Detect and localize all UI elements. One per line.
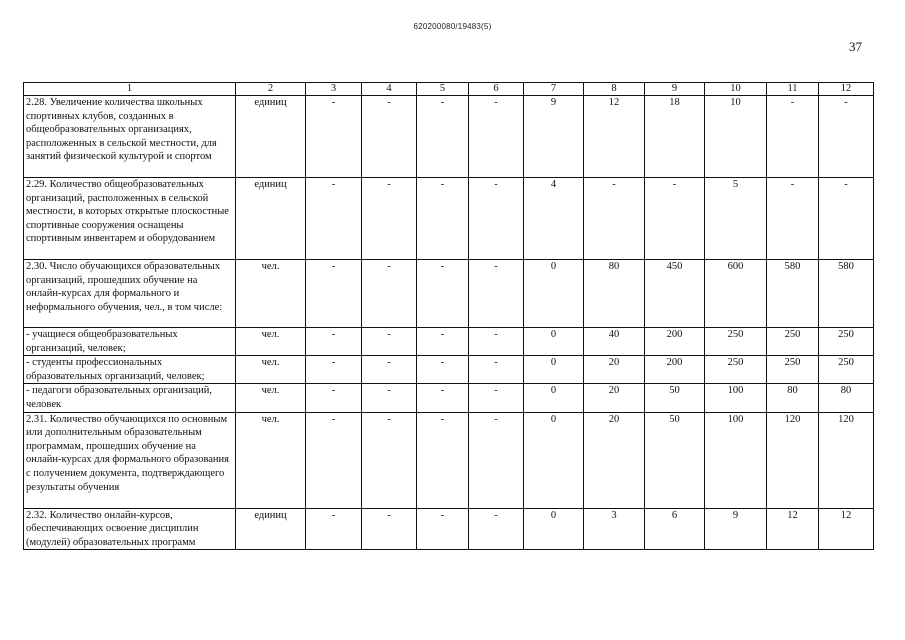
value-cell: 450 (645, 260, 705, 328)
column-number: 9 (645, 83, 705, 96)
table-row (24, 384, 874, 412)
value-cell: - (469, 508, 524, 550)
document-code: 620200080/19483(5) (413, 22, 492, 31)
indicator-name: 2.29. Количество общеобразовательных организаций, расположенных в сельской местности, в которых открытые плоскостные спортивные сооружения оснащены спортивным инвентарем и оборудованием (24, 178, 236, 260)
value-cell: 40 (584, 328, 645, 356)
value-cell: 20 (584, 384, 645, 412)
value-cell: 0 (524, 328, 584, 356)
value-cell: 0 (524, 412, 584, 508)
value-cell: - (362, 96, 417, 178)
unit-cell: чел. (236, 412, 306, 508)
value-cell: - (584, 178, 645, 260)
value-cell: 0 (524, 384, 584, 412)
value-cell: 120 (819, 412, 874, 508)
table-row (24, 328, 874, 356)
value-cell: 5 (705, 178, 767, 260)
column-number: 10 (705, 83, 767, 96)
value-cell: 12 (584, 96, 645, 178)
value-cell: - (767, 178, 819, 260)
table-row (24, 508, 874, 550)
value-cell: 18 (645, 96, 705, 178)
value-cell: - (469, 260, 524, 328)
value-cell: - (306, 96, 362, 178)
value-cell: 20 (584, 412, 645, 508)
value-cell: 250 (705, 328, 767, 356)
value-cell: 20 (584, 356, 645, 384)
value-cell: 100 (705, 412, 767, 508)
value-cell: - (306, 384, 362, 412)
value-cell: 250 (705, 356, 767, 384)
value-cell: 580 (767, 260, 819, 328)
value-cell: - (417, 384, 469, 412)
value-cell: 50 (645, 384, 705, 412)
indicator-name: 2.30. Число обучающихся образовательных организаций, прошедших обучение на онлайн-курсах для формального и неформального обучения, чел., в том числе: (24, 260, 236, 328)
value-cell: - (362, 384, 417, 412)
unit-cell: единиц (236, 508, 306, 550)
value-cell: - (306, 178, 362, 260)
value-cell: - (469, 178, 524, 260)
table-row (24, 356, 874, 384)
value-cell: 9 (524, 96, 584, 178)
column-number: 12 (819, 83, 874, 96)
value-cell: - (417, 412, 469, 508)
column-number: 6 (469, 83, 524, 96)
value-cell: - (362, 328, 417, 356)
value-cell: - (306, 508, 362, 550)
value-cell: - (469, 384, 524, 412)
table-row (24, 178, 874, 260)
indicator-name: - студенты профессиональных образовательных организаций, человек; (24, 356, 236, 384)
value-cell: 600 (705, 260, 767, 328)
unit-cell: единиц (236, 96, 306, 178)
value-cell: 120 (767, 412, 819, 508)
page-number: 37 (849, 39, 862, 54)
column-number: 1 (24, 83, 236, 96)
column-number: 5 (417, 83, 469, 96)
unit-cell: чел. (236, 260, 306, 328)
column-number: 7 (524, 83, 584, 96)
value-cell: 250 (819, 356, 874, 384)
value-cell: - (362, 178, 417, 260)
value-cell: 80 (767, 384, 819, 412)
column-number: 3 (306, 83, 362, 96)
value-cell: 9 (705, 508, 767, 550)
indicators-table (23, 82, 874, 550)
indicator-name: 2.32. Количество онлайн-курсов, обеспечивающих освоение дисциплин (модулей) образовательных программ (24, 508, 236, 550)
value-cell: 200 (645, 328, 705, 356)
indicator-name: 2.31. Количество обучающихся по основным или дополнительным образовательным программам, прошедших обучение на онлайн-курсах для формального образования с получением документа, подтверждающего результаты обучения (24, 412, 236, 508)
value-cell: - (306, 260, 362, 328)
value-cell: 80 (819, 384, 874, 412)
value-cell: 6 (645, 508, 705, 550)
value-cell: - (417, 260, 469, 328)
value-cell: 250 (767, 328, 819, 356)
value-cell: - (469, 328, 524, 356)
value-cell: 0 (524, 508, 584, 550)
unit-cell: чел. (236, 384, 306, 412)
value-cell: 100 (705, 384, 767, 412)
value-cell: 80 (584, 260, 645, 328)
value-cell: - (362, 508, 417, 550)
value-cell: 10 (705, 96, 767, 178)
value-cell: 50 (645, 412, 705, 508)
value-cell: - (362, 356, 417, 384)
value-cell: - (417, 356, 469, 384)
value-cell: - (306, 356, 362, 384)
value-cell: - (469, 412, 524, 508)
value-cell: 250 (819, 328, 874, 356)
table-row (24, 412, 874, 508)
column-number: 8 (584, 83, 645, 96)
value-cell: 4 (524, 178, 584, 260)
value-cell: - (819, 178, 874, 260)
table-row (24, 260, 874, 328)
column-number-row (24, 83, 874, 96)
value-cell: 250 (767, 356, 819, 384)
value-cell: 0 (524, 260, 584, 328)
value-cell: 12 (767, 508, 819, 550)
value-cell: 12 (819, 508, 874, 550)
value-cell: 0 (524, 356, 584, 384)
value-cell: - (417, 96, 469, 178)
value-cell: - (819, 96, 874, 178)
value-cell: - (469, 96, 524, 178)
indicator-name: - педагоги образовательных организаций, человек (24, 384, 236, 412)
value-cell: - (306, 412, 362, 508)
value-cell: 200 (645, 356, 705, 384)
table-row (24, 96, 874, 178)
unit-cell: чел. (236, 356, 306, 384)
value-cell: - (767, 96, 819, 178)
column-number: 11 (767, 83, 819, 96)
value-cell: - (417, 328, 469, 356)
column-number: 2 (236, 83, 306, 96)
indicator-name: - учащиеся общеобразовательных организаций, человек; (24, 328, 236, 356)
unit-cell: чел. (236, 328, 306, 356)
value-cell: - (306, 328, 362, 356)
value-cell: - (645, 178, 705, 260)
value-cell: - (417, 508, 469, 550)
value-cell: 3 (584, 508, 645, 550)
unit-cell: единиц (236, 178, 306, 260)
value-cell: - (362, 412, 417, 508)
value-cell: - (417, 178, 469, 260)
column-number: 4 (362, 83, 417, 96)
indicator-name: 2.28. Увеличение количества школьных спортивных клубов, созданных в общеобразовательных организациях, расположенных в сельской местности, для занятий физической культурой и спортом (24, 96, 236, 178)
value-cell: - (362, 260, 417, 328)
value-cell: - (469, 356, 524, 384)
value-cell: 580 (819, 260, 874, 328)
